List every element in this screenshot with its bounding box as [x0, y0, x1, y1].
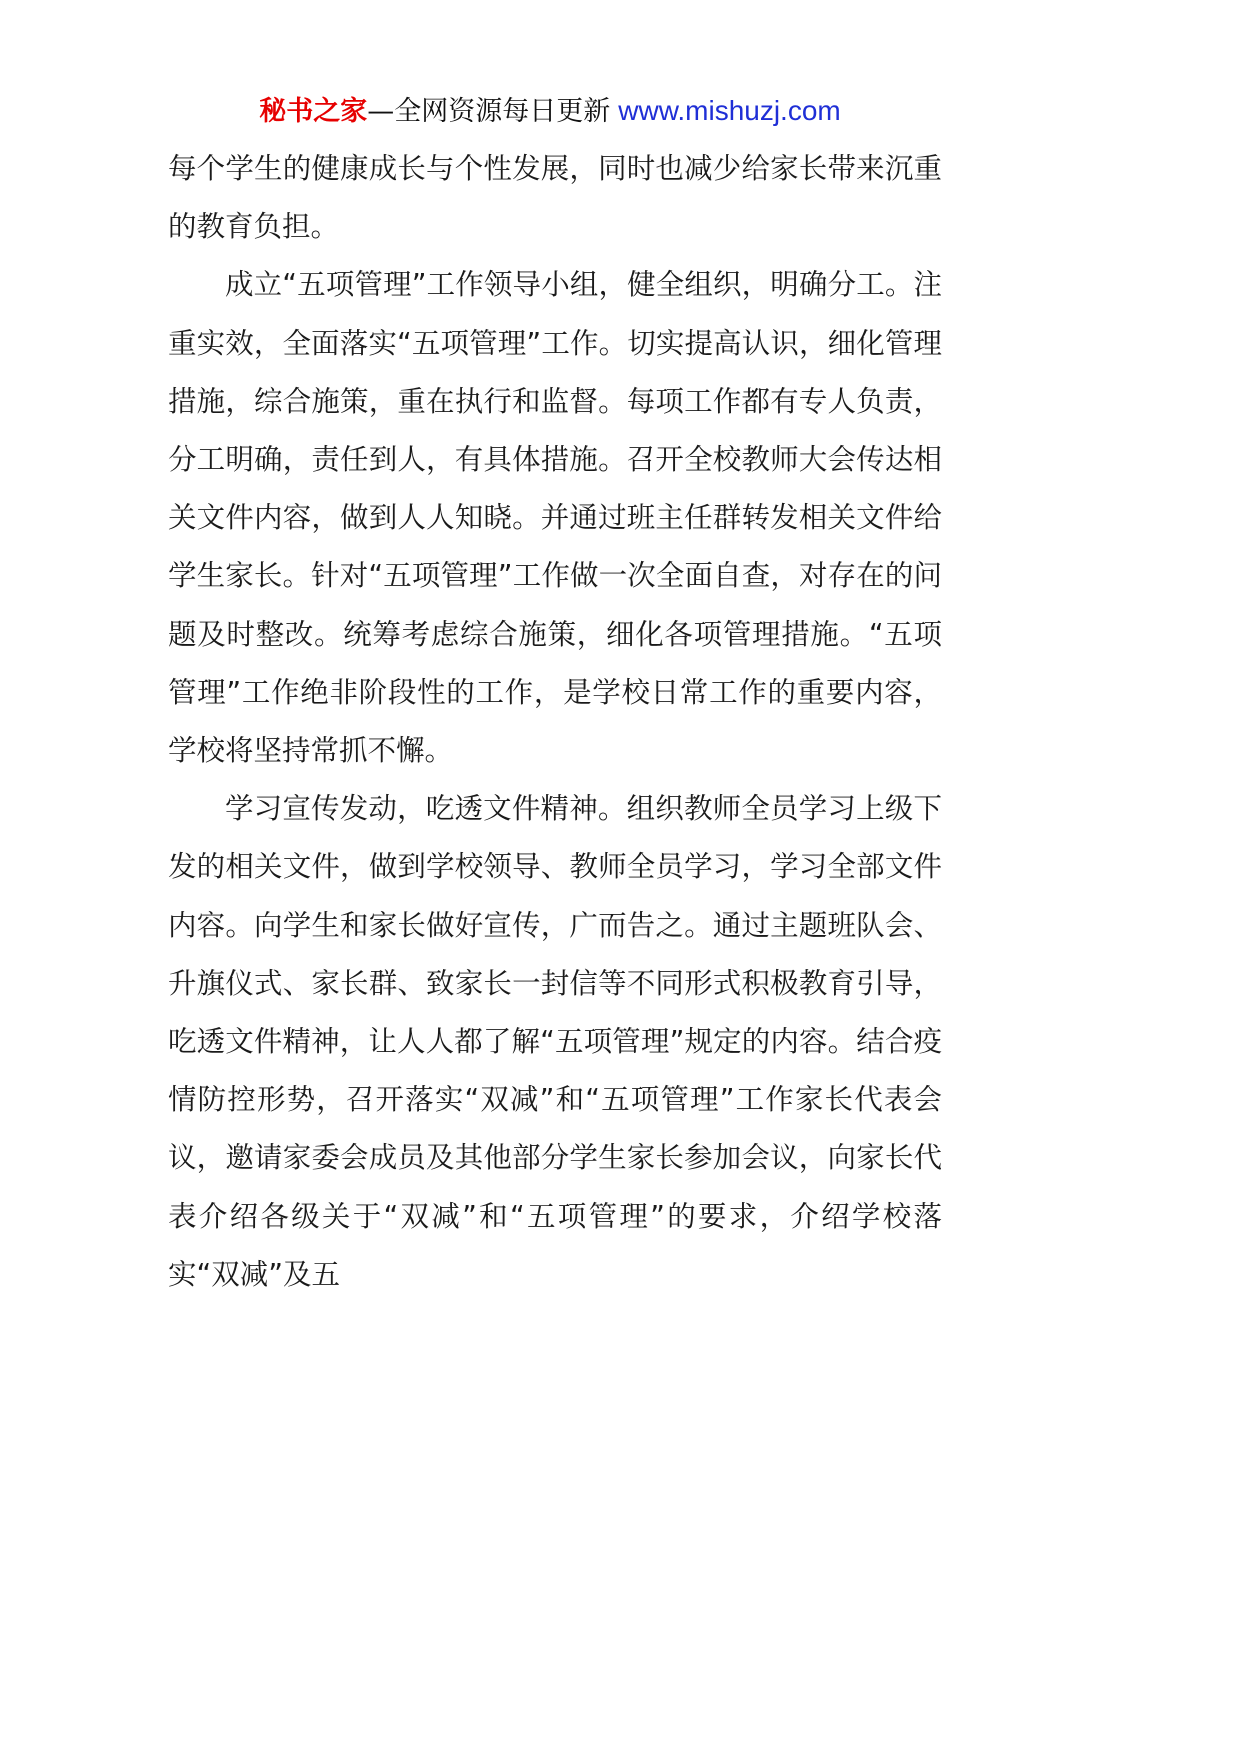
header-slogan: —全网资源每日更新 — [367, 96, 611, 127]
brand-name: 秘书之家 — [259, 96, 368, 127]
site-header — [0, 92, 1100, 131]
paragraph-leadership-group: 成立“五项管理”工作领导小组，健全组织，明确分工。注重实效，全面落实“五项管理”工作。切实提高认识，细化管理措施，综合施策，重在执行和监督。每项工作都有专人负责，分工明确，责任到人，有具体措施。召开全校教师大会传达相关文件内容，做到人人知晓。并通过班主任群转发相关文件给学生家长。针对“五项管理”工作做一次全面自查，对存在的问题及时整改。统筹考虑综合施策，细化各项管理措施。“五项管理”工作绝非阶段性的工作，是学校日常工作的重要内容，学校将坚持常抓不懈。 — [168, 268, 942, 768]
site-url-link[interactable]: www.mishuzj.com — [618, 95, 841, 126]
paragraph-study-promotion: 学习宣传发动，吃透文件精神。组织教师全员学习上级下发的相关文件，做到学校领导、教师全员学习，学习全部文件内容。向学生和家长做好宣传，广而告之。通过主题班队会、升旗仪式、家长群、致家长一封信等不同形式积极教育引导，吃透文件精神，让人人都了解“五项管理”规定的内容。结合疫情防控形势，召开落实“双减”和“五项管理”工作家长代表会议，邀请家委会成员及其他部分学生家长参加会议，向家长代表介绍各级关于“双减”和“五项管理”的要求，介绍学校落实“双减”及五 — [168, 792, 942, 1291]
paragraph-continued: 每个学生的健康成长与个性发展，同时也减少给家长带来沉重的教育负担。 — [168, 152, 942, 244]
document-body — [168, 140, 942, 1304]
